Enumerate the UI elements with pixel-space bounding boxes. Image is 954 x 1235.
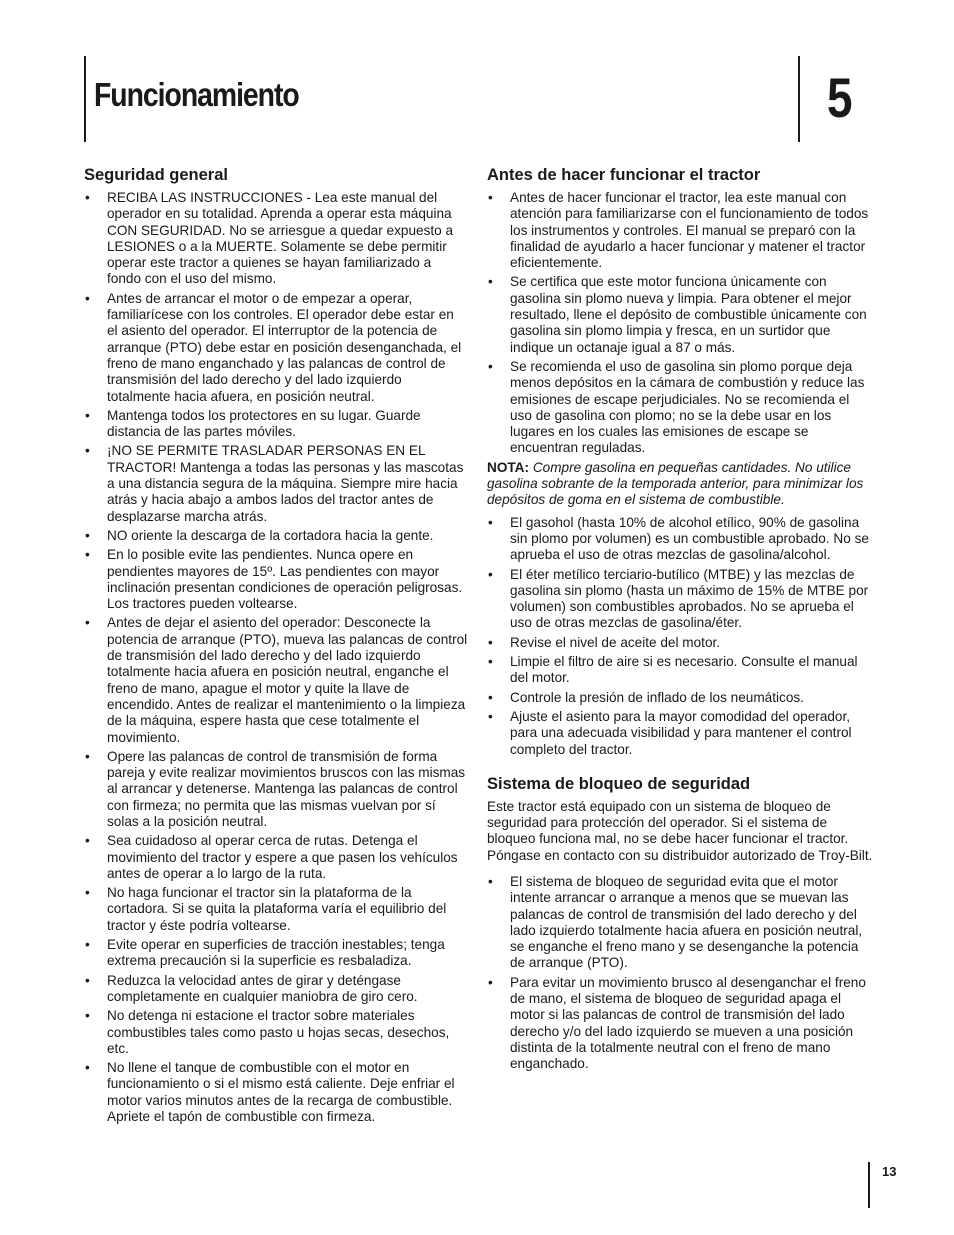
list-item — [84, 528, 468, 544]
bullet: • — [85, 1060, 90, 1076]
list-item — [84, 885, 468, 934]
list-item — [84, 833, 468, 882]
list-item — [84, 408, 468, 441]
list-item — [487, 567, 873, 632]
list-item — [84, 973, 468, 1006]
list-item-text: RECIBA LAS INSTRUCCIONES - Lea este manual del operador en su totalidad. Aprenda a operar esta máquina CON SEGURIDAD. No se arriesgue a quedar expuesto a LESIONES o a la MUERTE. Solamente se debe permitir operar este tractor a quienes se hayan familiarizado a fondo con el uso del mismo. — [107, 190, 454, 287]
bullet: • — [85, 1008, 90, 1024]
note-label: NOTA: — [487, 459, 530, 475]
before-operating-list — [487, 190, 873, 457]
fuel-checks-list — [487, 515, 873, 758]
bullet: • — [488, 654, 493, 670]
list-item — [487, 709, 873, 758]
bullet: • — [85, 833, 90, 849]
section-heading-before-operating: Antes de hacer funcionar el tractor — [487, 166, 761, 184]
list-item-text: Controle la presión de inflado de los neumáticos. — [510, 689, 804, 705]
list-item-text: No haga funcionar el tractor sin la plataforma de la cortadora. Si se quita la plataforma varía el equilibrio del tractor y éste podría voltearse. — [107, 885, 447, 933]
list-item — [487, 654, 873, 687]
note-text: Compre gasolina en pequeñas cantidades. No utilice gasolina sobrante de la temporada anterior, para minimizar los depósitos de goma en el sistema de combustible. — [487, 459, 864, 508]
list-item — [84, 937, 468, 970]
list-item-text: El sistema de bloqueo de seguridad evita que el motor intente arrancar o arranque a menos que se muevan las palancas de control de transmisión del lado derecho y del lado izquierdo totalmente hacia afuera en posición neutral, se enganche el freno mano y se desenganche la potencia de arranque (PTO). — [510, 873, 863, 971]
list-item — [487, 975, 873, 1073]
bullet: • — [85, 748, 90, 764]
list-item-text: Ajuste el asiento para la mayor comodidad del operador, para una adecuada visibilidad y para mantener el control completo del tractor. — [510, 708, 852, 757]
bullet: • — [488, 274, 493, 290]
list-item-text: Mantenga todos los protectores en su lugar. Guarde distancia de las partes móviles. — [107, 407, 421, 440]
bullet: • — [488, 974, 493, 990]
list-item-text: Opere las palancas de control de transmisión de forma pareja y evite realizar movimientos bruscos con las mismas al arrancar y detenerse. Mantenga las palancas de control con firmeza; no permita que las mismas vuelvan por sí solas a la posición neutral. — [107, 748, 466, 829]
list-item-text: Antes de dejar el asiento del operador: Desconecte la potencia de arranque (PTO), mueva las palancas de control de transmisión del lado derecho y del lado izquierdo totalmente hacia afuera en posición neutral, enganche el freno de mano, apague el motor y quite la llave de encendido. Antes de realizar el mantenimiento o la limpieza de la máquina, espere hasta que cese totalmente el movimiento. — [107, 615, 468, 745]
bullet: • — [85, 290, 90, 306]
list-item-text: Revise el nivel de aceite del motor. — [510, 634, 721, 650]
list-item-text: Para evitar un movimiento brusco al desenganchar el freno de mano, el sistema de bloqueo de seguridad apaga el motor si las palancas de control de transmisión del lado derecho y/o del lado izquierdo se mueven a una posición distinta de la totalmente neutral con el freno de mano enganchado. — [510, 974, 866, 1072]
bullet: • — [488, 566, 493, 582]
list-item-text: No detenga ni estacione el tractor sobre materiales combustibles tales como pasto u hojas secas, desechos, etc. — [107, 1008, 450, 1056]
list-item — [84, 291, 468, 405]
fuel-note — [487, 460, 873, 509]
list-item-text: Se certifica que este motor funciona únicamente con gasolina sin plomo nueva y limpia. Para obtener el mejor resultado, llene el depósito de combustible únicamente con gasolina sin plomo limpia y fresca, en un surtidor que indique un octanaje igual a 87 o más. — [510, 274, 867, 355]
list-item-text: En lo posible evite las pendientes. Nunca opere en pendientes mayores de 15º. Las pendientes con mayor inclinación presentan condiciones de operación peligrosas. Los tractores pueden voltearse. — [107, 547, 463, 612]
bullet: • — [488, 873, 493, 889]
bullet: • — [85, 190, 90, 205]
list-item-text: Limpie el filtro de aire si es necesario. Consulte el manual del motor. — [510, 654, 858, 686]
list-item — [84, 190, 468, 288]
list-item — [487, 274, 873, 355]
bullet: • — [85, 527, 90, 543]
safety-interlock-intro: Este tractor está equipado con un sistema de bloqueo de seguridad para protección del operador. Si el sistema de bloqueo funciona mal, no se debe hacer funcionar el tractor. Póngase en contacto con su distribuidor autorizado de Troy-Bilt. — [487, 798, 873, 863]
list-item-text: Sea cuidadoso al operar cerca de rutas. Detenga el movimiento del tractor y espere a que pasen los vehículos antes de operar a lo largo de la ruta. — [107, 833, 458, 881]
header-rule-right — [798, 56, 800, 142]
footer-rule — [868, 1162, 870, 1208]
list-item — [487, 635, 873, 651]
list-item-text: Evite operar en superficies de tracción inestables; tenga extrema precaución si la superficie es resbaladiza. — [107, 937, 445, 969]
chapter-number: 5 — [827, 66, 853, 129]
list-item-text: Reduzca la velocidad antes de girar y deténgase completamente en cualquier maniobra de giro cero. — [107, 972, 418, 1004]
list-item — [84, 443, 468, 524]
bullet: • — [488, 634, 493, 650]
list-item-text: Antes de arrancar el motor o de empezar a operar, familiarícese con los controles. El operador debe estar en el asiento del operador. El interruptor de la potencia de arranque (PTO) debe estar en posición desenganchada, el freno de mano enganchado y las palancas de control de transmisión del lado derecho y del lado izquierdo totalmente hacia afuera, en posición neutral. — [107, 290, 462, 404]
bullet: • — [85, 547, 90, 563]
list-item-text: Antes de hacer funcionar el tractor, lea este manual con atención para familiarizarse con el funcionamiento de todos los instrumentos y controles. El manual se preparó con la finalidad de ayudarlo a hacer funcionar y matener el tractor eficientemente. — [510, 190, 869, 271]
safety-interlock-list — [487, 874, 873, 1073]
bullet: • — [488, 708, 493, 724]
list-item — [84, 547, 468, 612]
list-item-text: El gasohol (hasta 10% de alcohol etílico, 90% de gasolina sin plomo por volumen) es un combustible aprobado. No se aprueba el uso de otras mezclas de gasolina/alcohol. — [510, 514, 869, 563]
section-heading-safety-interlock: Sistema de bloqueo de seguridad — [487, 774, 751, 793]
bullet: • — [85, 443, 90, 459]
bullet: • — [488, 190, 493, 205]
bullet: • — [488, 358, 493, 374]
bullet: • — [85, 937, 90, 953]
list-item-text: No llene el tanque de combustible con el motor en funcionamiento o si el mismo está caliente. Deje enfriar el motor varios minutos antes de la recarga de combustible. Apriete el tapón de combustible con firmeza. — [107, 1060, 455, 1125]
general-safety-list — [84, 190, 468, 1125]
right-column — [487, 165, 873, 1076]
bullet: • — [488, 689, 493, 705]
page-number: 13 — [882, 1164, 897, 1179]
list-item — [487, 190, 873, 271]
left-column — [84, 165, 468, 1128]
list-item — [487, 359, 873, 457]
list-item — [84, 749, 468, 830]
bullet: • — [488, 514, 493, 530]
list-item — [84, 615, 468, 745]
bullet: • — [85, 407, 90, 423]
header-rule-left — [84, 56, 86, 142]
bullet: • — [85, 615, 90, 631]
list-item — [84, 1060, 468, 1125]
list-item — [487, 874, 873, 972]
page-title: Funcionamiento — [94, 76, 299, 113]
bullet: • — [85, 972, 90, 988]
list-item-text: El éter metílico terciario-butílico (MTBE) y las mezclas de gasolina sin plomo (hasta un máximo de 15% de MTBE por volumen) son combustibles aprobados. No se aprueba el uso de otras mezclas de gasolina/éter. — [510, 566, 869, 631]
list-item-text: Se recomienda el uso de gasolina sin plomo porque deja menos depósitos en la cámara de combustión y reduce las emisiones de escape perjudiciales. No se recomienda el uso de gasolina con plomo; no se la debe usar en los lugares en los cuales las emisiones de escape se encuentran reguladas. — [510, 358, 865, 456]
bullet: • — [85, 885, 90, 901]
list-item-text: NO oriente la descarga de la cortadora hacia la gente. — [107, 527, 434, 543]
list-item-text: ¡NO SE PERMITE TRASLADAR PERSONAS EN EL TRACTOR! Mantenga a todas las personas y las mascotas a una distancia segura de la máquina. Siempre mire hacia atrás y hacia abajo a ambos lados del tractor antes de desplazarse marcha atrás. — [107, 443, 464, 524]
list-item — [84, 1008, 468, 1057]
list-item — [487, 515, 873, 564]
section-heading-general-safety: Seguridad general — [84, 166, 228, 184]
list-item — [487, 690, 873, 706]
